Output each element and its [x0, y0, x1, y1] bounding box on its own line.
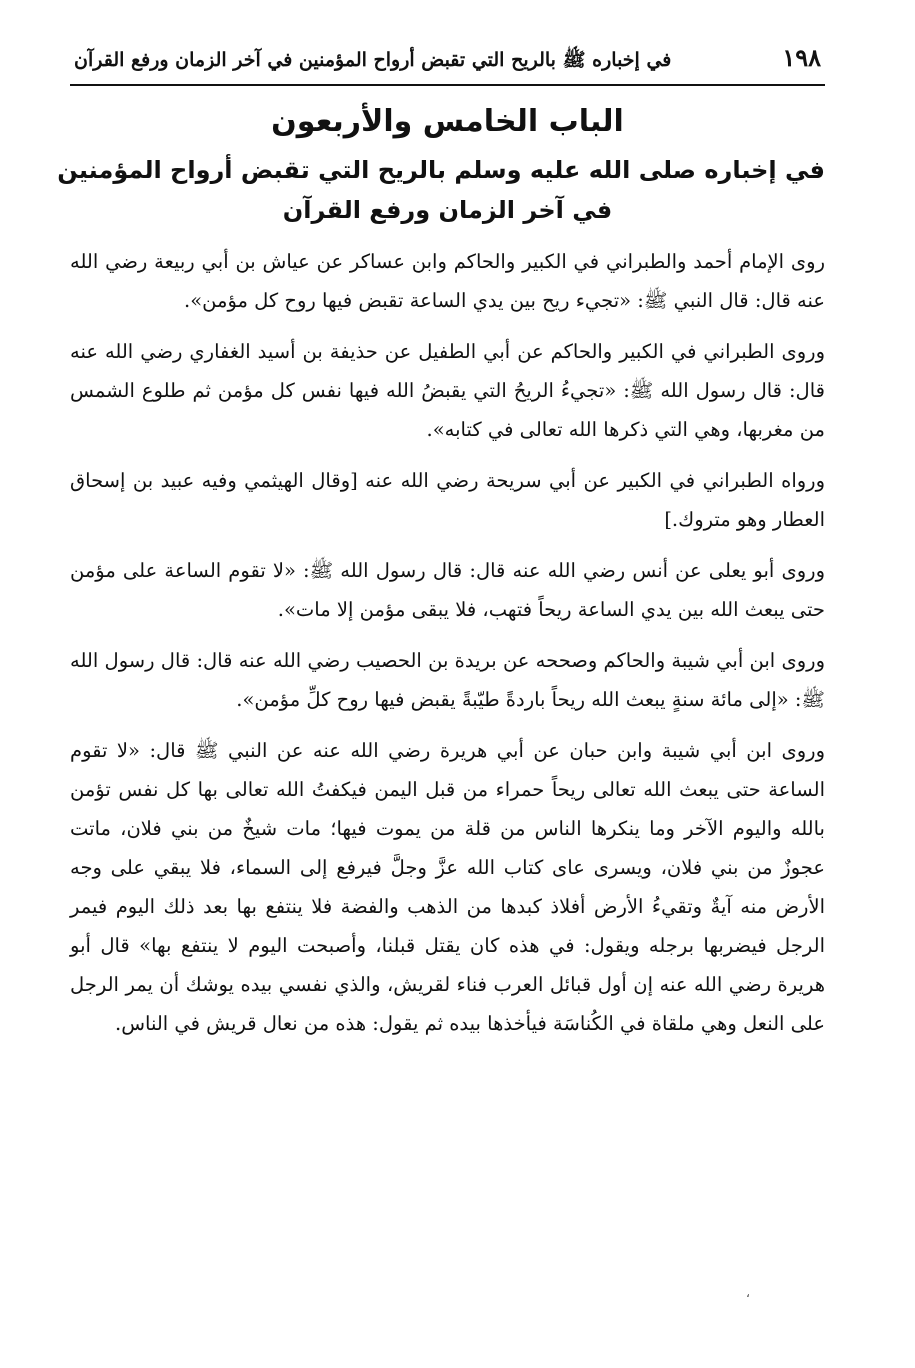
running-title: في إخباره ﷺ بالريح التي تقبض أرواح المؤمنين في آخر الزمان ورفع القرآن	[74, 49, 672, 71]
chapter-subtitle	[57, 150, 825, 230]
chapter-subtitle-line-1: في إخباره صلى الله عليه وسلم بالريح التي تقبض أرواح المؤمنين	[57, 156, 825, 184]
paragraph-2: وروى الطبراني في الكبير والحاكم عن أبي الطفيل عن حذيفة بن أسيد الغفاري رضي الله عنه قال: قال رسول الله ﷺ: «تجيءُ الريحُ التي يقبضُ الله فيها نفس كل مؤمن ثم طلوع الشمس من مغربها، وهي التي ذكرها الله تعالى في كتابه».	[70, 340, 825, 441]
paragraph-4: وروى أبو يعلى عن أنس رضي الله عنه قال: قال رسول الله ﷺ: «لا تقوم الساعة على مؤمن حتى يبعث الله بين يدي الساعة ريحاً فتهب، فلا يبقى مؤمن إلا مات».	[70, 559, 825, 621]
paragraph-6: وروى ابن أبي شيبة وابن حبان عن أبي هريرة رضي الله عنه عن النبي ﷺ قال: «لا تقوم الساعة حتى يبعث الله تعالى ريحاً حمراء من قبل اليمن فيكفتُ الله تعالى بها كل نفس تؤمن بالله واليوم الآخر وما ينكرها الناس من قلة من يموت فيها؛ مات شيخٌ من بني فلان، ماتت عجوزٌ من بني فلان، ويسرى عاى كتاب الله عزَّ وجلَّ فيرفع إلى السماء، فلا يبقي على وجه الأرض منه آيةٌ وتقيءُ الأرض أفلاذ كبدها من الذهب والفضة فلا ينتفع بها بعد ذلك اليوم فيمر الرجل فيضربها برجله ويقول: في هذه كان يقتل قبلنا، وأصبحت اليوم لا ينتفع بها» قال أبو هريرة رضي الله عنه إن أول قبائل العرب فناء لقريش، والذي نفسي بيده يوشك أن يمر الرجل على النعل وهي ملقاة في الكُناسَة فيأخذها بيده ثم يقول: هذه من نعال قريش في الناس.	[70, 739, 825, 1035]
body-text	[70, 242, 825, 1043]
page-number: ١٩٨	[782, 43, 821, 72]
stray-mark: ،	[746, 1286, 750, 1300]
chapter-title: الباب الخامس والأربعون	[271, 104, 624, 139]
running-header	[70, 40, 825, 86]
chapter-subtitle-line-2: في آخر الزمان ورفع القرآن	[282, 196, 613, 224]
paragraph-5: وروى ابن أبي شيبة والحاكم وصححه عن بريدة بن الحصيب رضي الله عنه قال: قال رسول الله ﷺ: «إلى مائة سنةٍ يبعث الله ريحاً باردةً طيّبةً يقبض فيها روح كلِّ مؤمن».	[70, 649, 825, 711]
book-page	[57, 40, 825, 1340]
paragraph-3: ورواه الطبراني في الكبير عن أبي سريحة رضي الله عنه [وقال الهيثمي وفيه عبيد بن إسحاق العطار وهو متروك.]	[70, 469, 825, 531]
paragraph-1: روى الإمام أحمد والطبراني في الكبير والحاكم وابن عساكر عن عياش بن أبي ربيعة رضي الله عنه قال: قال النبي ﷺ: «تجيء ريح بين يدي الساعة تقبض فيها روح كل مؤمن».	[70, 250, 825, 312]
